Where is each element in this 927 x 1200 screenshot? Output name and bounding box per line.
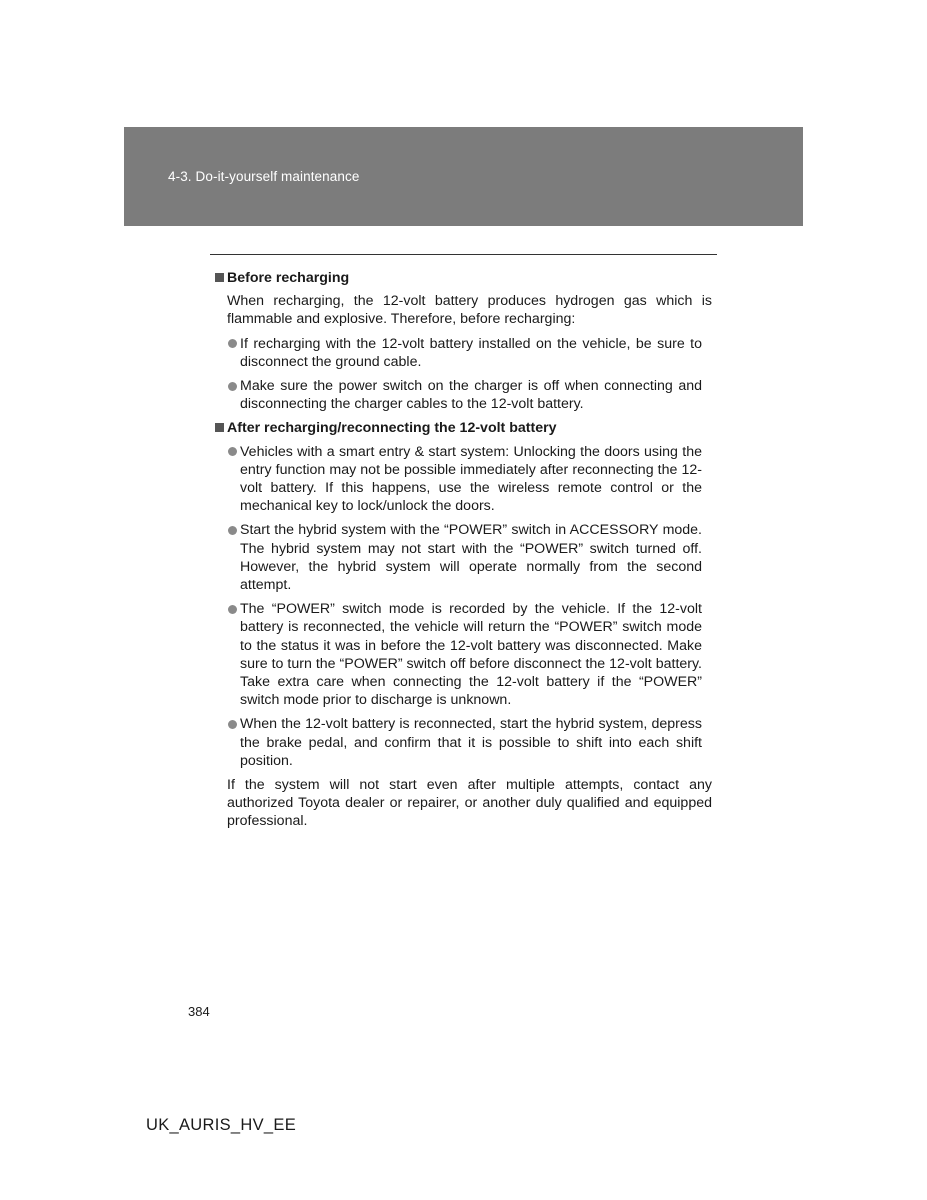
before-recharging-intro: When recharging, the 12-volt battery produces hydrogen gas which is flammable and explosive. Therefore, before recharging:	[227, 293, 712, 328]
circle-bullet-icon	[228, 447, 237, 456]
square-bullet-icon	[215, 273, 224, 282]
document-code: UK_AURIS_HV_EE	[146, 1116, 297, 1134]
circle-bullet-icon	[228, 339, 237, 348]
list-item	[227, 715, 712, 770]
list-item-text: Make sure the power switch on the charger is off when connecting and disconnecting the charger cables to the 12-volt battery.	[240, 378, 702, 413]
list-item-text: When the 12-volt battery is reconnected, start the hybrid system, depress the brake pedal, and confirm that it is possible to shift into each shift position.	[240, 716, 702, 769]
circle-bullet-icon	[228, 382, 237, 391]
list-item	[227, 335, 712, 371]
section-header-band	[124, 127, 803, 226]
list-item	[227, 443, 712, 516]
page-content	[214, 269, 712, 831]
list-item	[227, 600, 712, 709]
list-item-text: Vehicles with a smart entry & start system: Unlocking the doors using the entry function may not be possible immediately after reconnecting the 12-volt battery. If this happens, use the wireless remote control or the mechanical key to lock/unlock the doors.	[240, 443, 702, 515]
circle-bullet-icon	[228, 526, 237, 535]
after-recharging-heading	[214, 419, 712, 437]
divider-rule	[210, 254, 717, 255]
before-recharging-heading	[214, 269, 712, 287]
after-recharging-list	[227, 443, 712, 770]
closing-paragraph: If the system will not start even after multiple attempts, contact any authorized Toyota dealer or repairer, or another duly qualified and equipped professional.	[227, 777, 712, 830]
after-recharging-heading-text: After recharging/reconnecting the 12-volt battery	[227, 420, 557, 437]
square-bullet-icon	[215, 423, 224, 432]
list-item-text: The “POWER” switch mode is recorded by the vehicle. If the 12-volt battery is reconnected, the vehicle will return the “POWER” switch mode to the status it was in before the 12-volt battery was disconnected. Make sure to turn the “POWER” switch off before disconnect the 12-volt battery. Take extra care when connecting the 12-volt battery if the “POWER” switch mode prior to discharge is unknown.	[240, 601, 702, 709]
before-recharging-heading-text: Before recharging	[227, 270, 350, 286]
page-number: 384	[188, 1004, 210, 1019]
list-item	[227, 377, 712, 413]
list-item-text: Start the hybrid system with the “POWER” switch in ACCESSORY mode. The hybrid system may not start with the “POWER” switch turned off. However, the hybrid system will operate normally from the second attempt.	[240, 522, 702, 594]
list-item-text: If recharging with the 12-volt battery installed on the vehicle, be sure to disconnect the ground cable.	[240, 335, 702, 370]
circle-bullet-icon	[228, 720, 237, 729]
section-title: 4-3. Do-it-yourself maintenance	[168, 169, 360, 184]
circle-bullet-icon	[228, 605, 237, 614]
before-recharging-list	[227, 335, 712, 414]
list-item	[227, 521, 712, 594]
